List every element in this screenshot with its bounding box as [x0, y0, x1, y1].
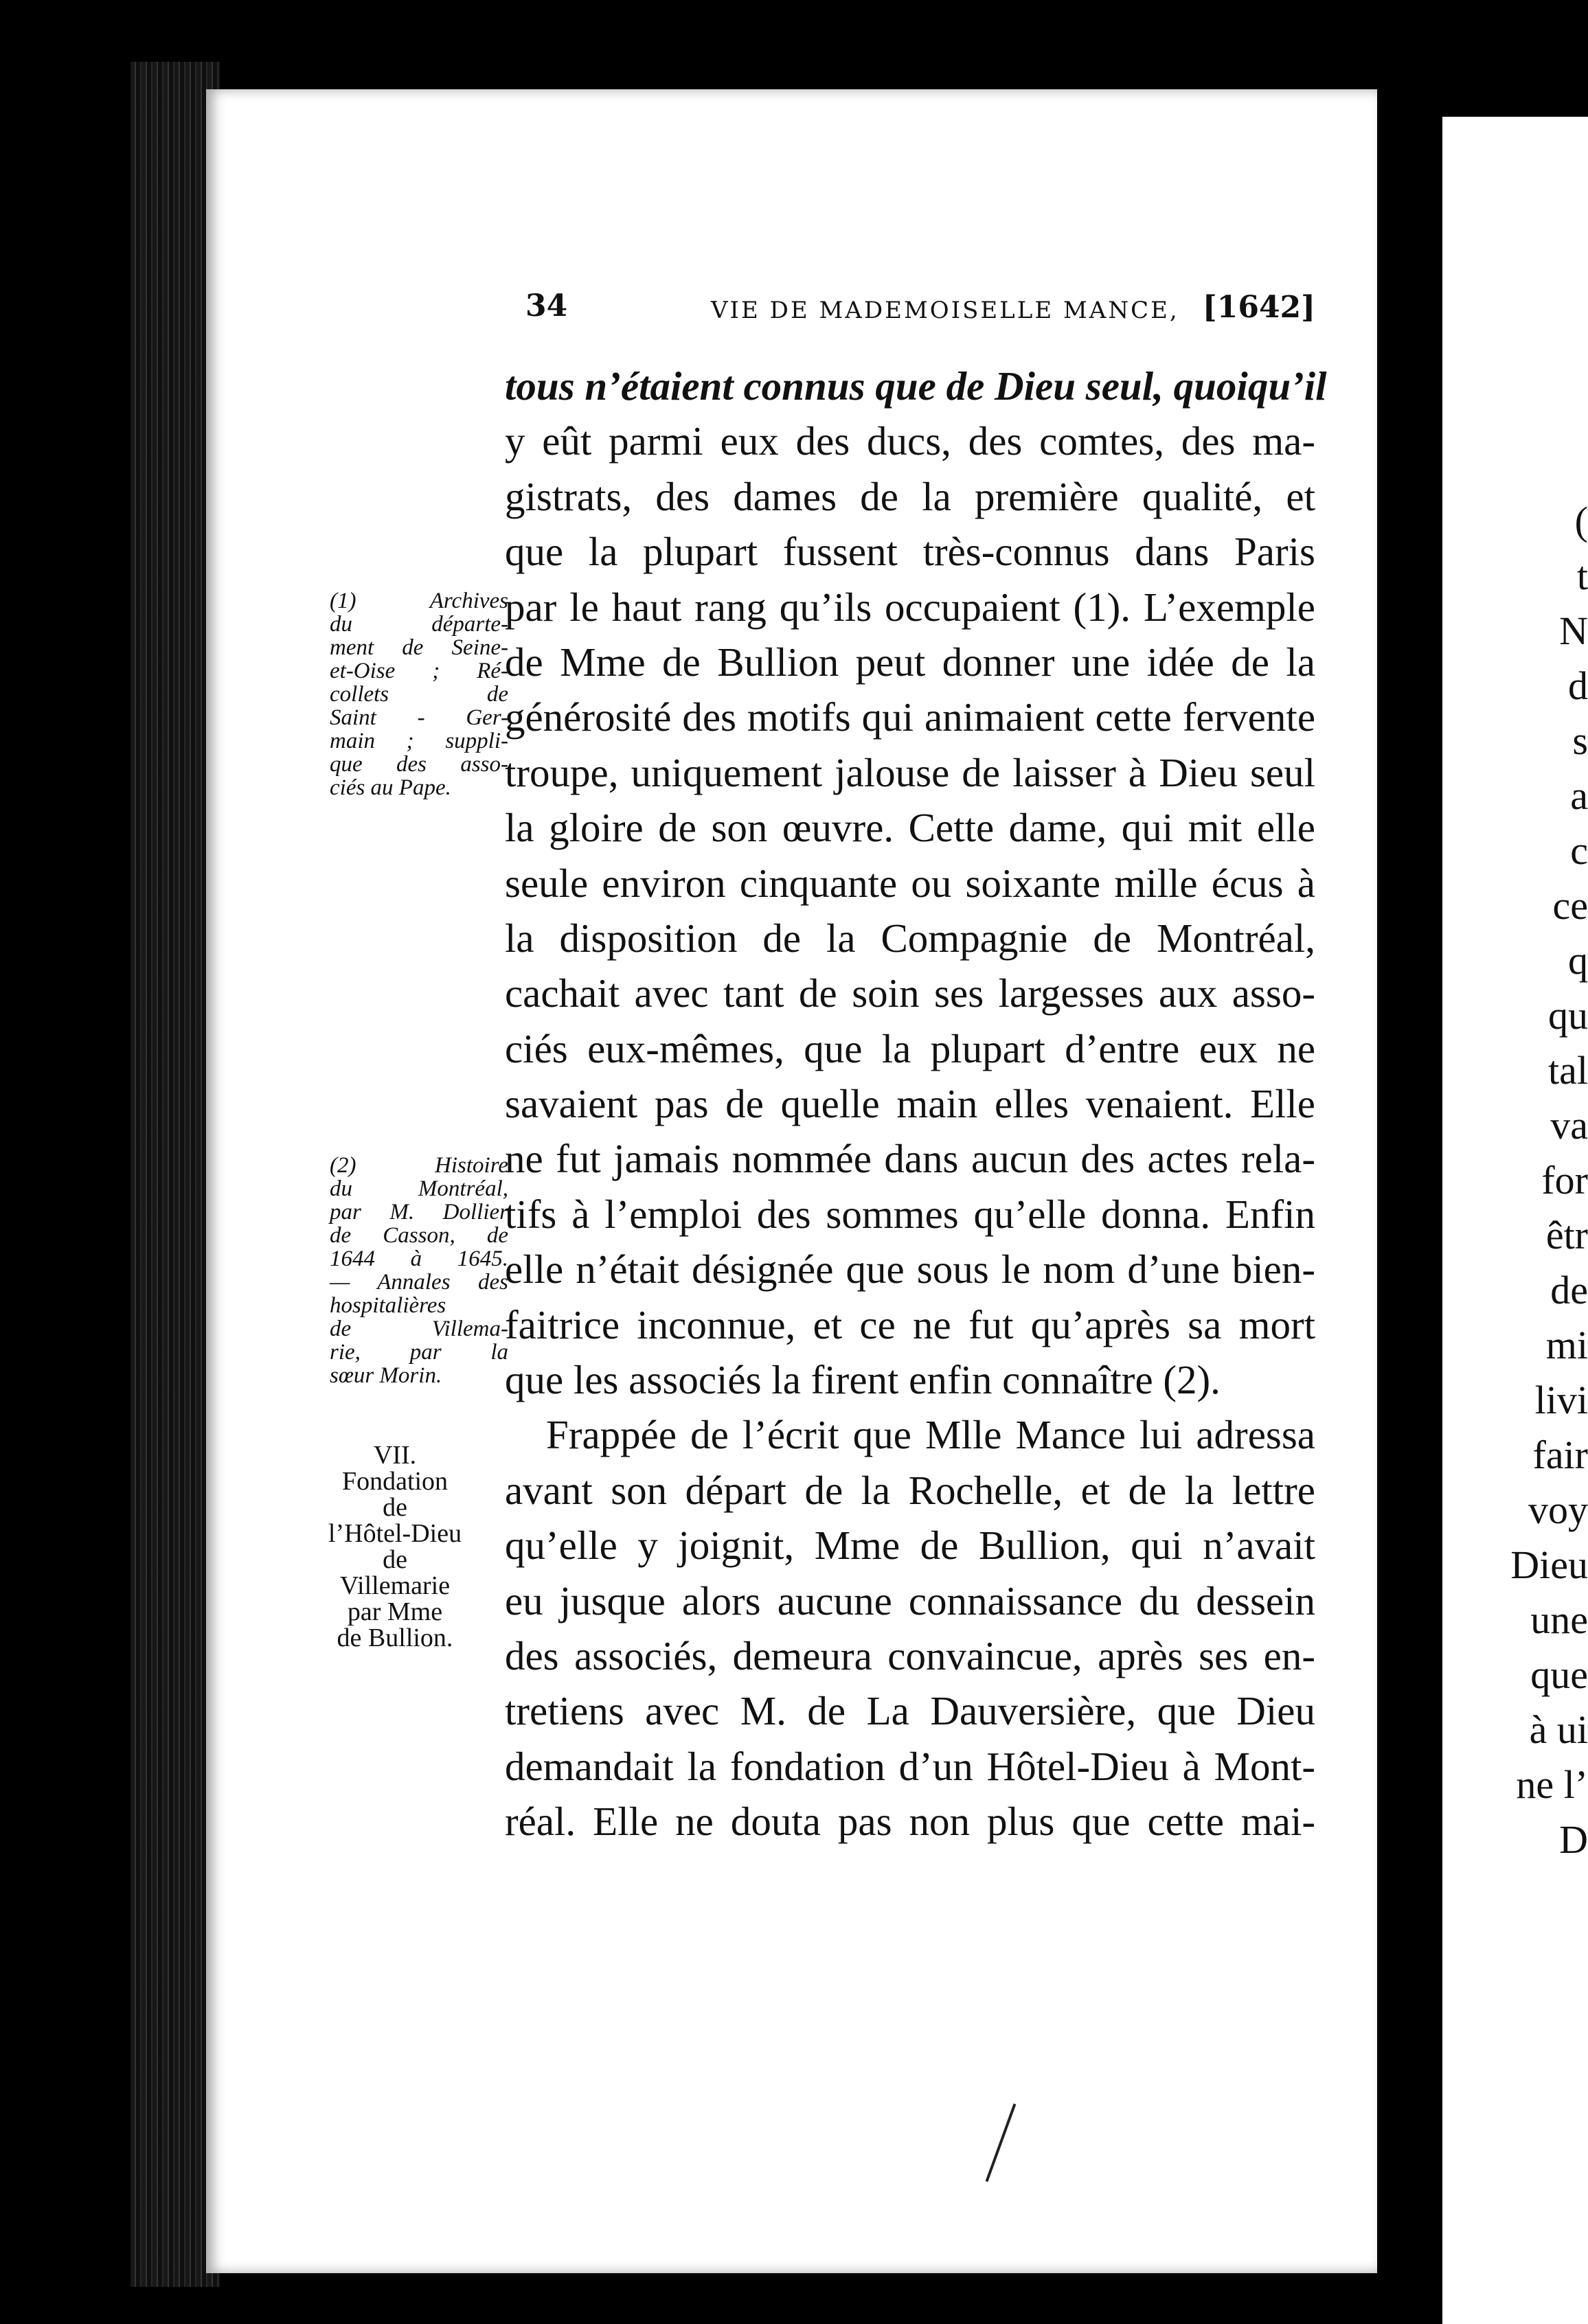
side-heading-line: Fondation — [341, 1467, 449, 1496]
body-line: y eût parmi eux des ducs, des comtes, des ma- — [505, 418, 1315, 464]
body-line: cachait avec tant de soin ses largesses aux asso- — [505, 970, 1315, 1016]
note-line: main ; suppli- — [330, 729, 508, 753]
note-line: rie, par la — [330, 1340, 508, 1365]
next-page-fragment: d — [1568, 663, 1588, 708]
next-page-fragment: D — [1559, 1817, 1588, 1862]
next-page-fragment: à ui — [1529, 1707, 1588, 1752]
side-heading-line: de — [383, 1493, 407, 1522]
next-page-fragment: c — [1570, 828, 1588, 873]
body-line: troupe, uniquement jalouse de laisser à Dieu seul — [505, 749, 1315, 795]
body-line: gistrats, des dames de la première qualité, et — [505, 473, 1315, 519]
side-heading-line: Villemarie — [339, 1571, 451, 1600]
body-line: réal. Elle ne douta pas non plus que cette mai- — [505, 1799, 1315, 1845]
next-page-fragment: êtr — [1545, 1213, 1588, 1257]
note-line: (1) Archives — [330, 589, 508, 613]
body-line: demandait la fondation d’un Hôtel-Dieu à Mont- — [505, 1743, 1315, 1789]
note-line: — Annales des — [330, 1270, 508, 1295]
note-line: hospitalières — [330, 1293, 446, 1318]
note-line: 1644 à 1645. — [330, 1246, 508, 1271]
next-page-fragment: ce — [1552, 883, 1588, 928]
body-line: la gloire de son œuvre. Cette dame, qui mit elle — [505, 805, 1315, 851]
next-page-fragment: une — [1530, 1597, 1588, 1642]
next-page-fragment: que — [1530, 1652, 1588, 1697]
next-page-fragment: N — [1559, 608, 1588, 653]
body-line: de Mme de Bullion peut donner une idée de la — [505, 639, 1315, 685]
next-page-fragment: va — [1550, 1103, 1588, 1148]
next-page-fragment: de — [1550, 1268, 1588, 1312]
side-heading-line: l’Hôtel-Dieu — [328, 1519, 462, 1548]
next-page-fragment: a — [1570, 773, 1588, 818]
body-line: que la plupart fussent très-connus dans Paris — [505, 529, 1315, 575]
body-line: générosité des motifs qui animaient cette fervente — [505, 694, 1315, 740]
note-line: ciés au Pape. — [330, 775, 451, 800]
note-line: et-Oise ; Ré- — [330, 659, 508, 683]
body-line: eu jusque alors aucune connaissance du dessein — [505, 1577, 1315, 1624]
body-line: tifs à l’emploi des sommes qu’elle donna. Enfin — [505, 1191, 1315, 1237]
body-line: tretiens avec M. de La Dauversière, que Dieu — [505, 1688, 1315, 1734]
margin-note-2 — [330, 1154, 508, 1387]
body-line: elle n’était désignée que sous le nom d’une bien- — [505, 1246, 1315, 1292]
body-line: qu’elle y joignit, Mme de Bullion, qui n’avait — [505, 1523, 1315, 1569]
body-line: par le haut rang qu’ils occupaient (1). L’exemple — [505, 584, 1315, 630]
running-header — [525, 288, 1315, 330]
body-text — [505, 358, 1327, 1849]
body-line: avant son départ de la Rochelle, et de la lettre — [505, 1467, 1315, 1513]
next-page-fragment: q — [1568, 938, 1588, 983]
side-heading-line: VII. — [373, 1441, 417, 1470]
note-line: sœur Morin. — [330, 1363, 442, 1388]
body-line: Frappée de l’écrit que Mlle Mance lui adressa — [546, 1412, 1315, 1458]
body-line: ciés eux-mêmes, que la plupart d’entre eux ne — [505, 1025, 1315, 1071]
margin-note-1 — [330, 589, 508, 799]
next-page-fragment: ne l’ — [1516, 1762, 1588, 1807]
side-heading-line: de Bullion. — [337, 1624, 453, 1652]
note-line: ment de Seine- — [330, 635, 508, 660]
next-page-fragment: fair — [1532, 1433, 1588, 1477]
next-page-fragment: t — [1576, 554, 1588, 598]
body-line: seule environ cinquante ou soixante mille écus à — [505, 860, 1315, 906]
running-year: [1642] — [1202, 290, 1315, 325]
next-page-fragment: mi — [1545, 1323, 1588, 1367]
note-line: collets de — [330, 682, 508, 707]
body-line: que les associés la firent enfin connaître (2). — [505, 1357, 1221, 1403]
next-page-fragment: voy — [1528, 1488, 1588, 1532]
side-heading — [295, 1442, 495, 1651]
next-page-fragment: qu — [1548, 993, 1588, 1038]
next-page-edge — [1442, 117, 1588, 2324]
note-line: que des asso- — [330, 752, 508, 777]
body-line: ne fut jamais nommée dans aucun des actes rela- — [505, 1136, 1315, 1182]
italic-phrase: tous n’étaient connus que de Dieu seul, quoiqu’il — [505, 363, 1327, 409]
note-line: de Casson, de — [330, 1223, 508, 1248]
body-line: savaient pas de quelle main elles venaient. Elle — [505, 1081, 1315, 1127]
next-page-fragment: ( — [1574, 499, 1588, 543]
next-page-fragment: for — [1541, 1158, 1588, 1203]
next-page-fragment: tal — [1548, 1048, 1588, 1093]
next-page-fragment: livi — [1534, 1378, 1588, 1422]
body-line: des associés, demeura convaincue, après ses en- — [505, 1632, 1315, 1678]
note-line: (2) Histoire — [330, 1153, 508, 1178]
note-line: du Montréal, — [330, 1176, 508, 1201]
body-line: la disposition de la Compagnie de Montréal, — [505, 915, 1315, 961]
note-line: du départe- — [330, 612, 508, 637]
running-title: VIE DE MADEMOISELLE MANCE, — [711, 297, 1179, 324]
note-line: par M. Dollier — [330, 1200, 508, 1224]
page-number: 34 — [525, 288, 568, 323]
next-page-fragment: Dieu — [1510, 1542, 1588, 1587]
body-line — [505, 358, 1327, 413]
note-line: Saint - Ger- — [330, 705, 508, 730]
side-heading-line: de — [383, 1545, 407, 1574]
body-line: faitrice inconnue, et ce ne fut qu’après sa mort — [505, 1301, 1315, 1347]
note-line: de Villema- — [330, 1317, 508, 1341]
next-page-fragment: s — [1572, 718, 1588, 763]
side-heading-line: par Mme — [347, 1597, 443, 1626]
